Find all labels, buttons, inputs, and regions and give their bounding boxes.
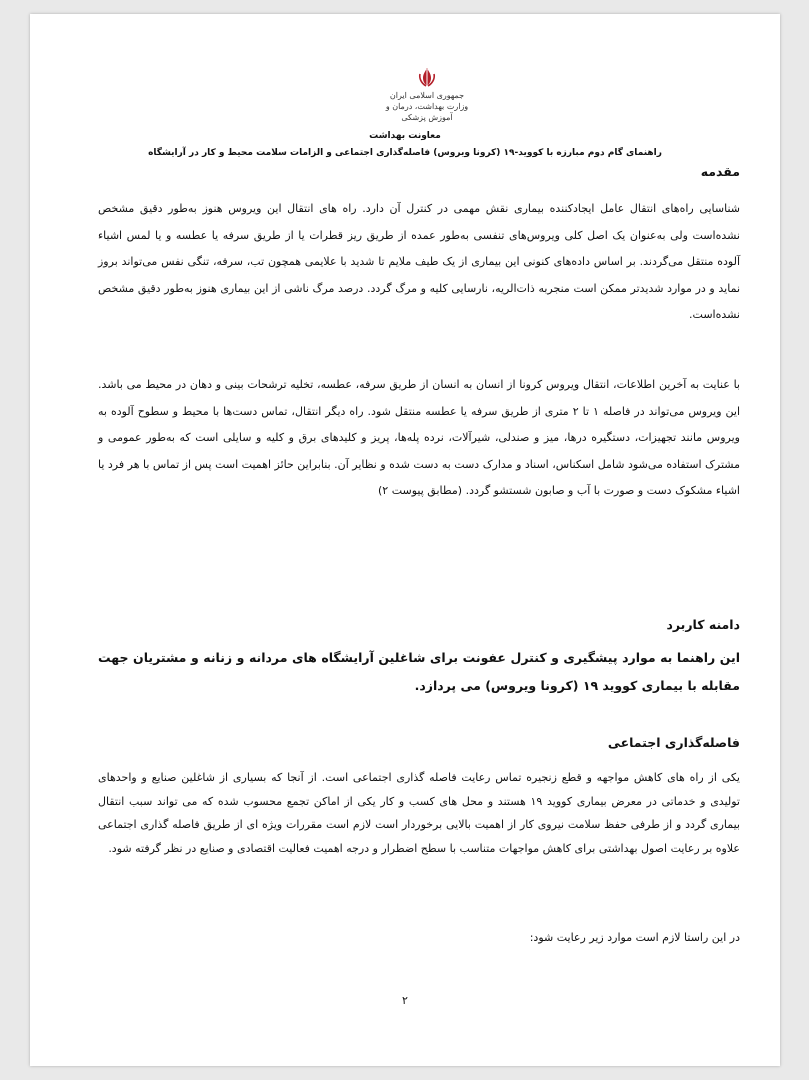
guide-title: راهنمای گام دوم مبارزه با کووید-۱۹ (کرونا ویروس) فاصله‌گذاری اجتماعی و الزامات سلامت محیط و کار در آرایشگاه	[148, 148, 662, 158]
document-page	[30, 14, 780, 1066]
intro-paragraph-2: با عنایت به آخرین اطلاعات، انتقال ویروس کرونا از انسان به انسان از طریق سرفه، عطسه، تخلیه ترشحات بینی و دهان در محیط می باشد. این ویروس می‌تواند در فاصله ۱ تا ۲ متری از طریق سرفه یا عطسه منتقل شود. راه دیگر انتقال، تماس دست‌ها با محیط و سطوح آلوده به ویروس مانند تجهیزات، دستگیره درها، میز و صندلی، شیرآلات، نرده پله‌ها، پریز و کلیدهای برق و کلیه و سایلی است که به‌طور عمومی و مشترک استفاده می‌شود شامل اسکناس، اسناد و مدارک دست به دست شده و نظایر آن. بنابراین حائز اهمیت است پس از تماس با هر فرد یا اشیاء مشکوک دست و صورت با آب و صابون شستشو گردد. (مطابق پیوست ۲)	[98, 378, 740, 497]
ministry-logo	[382, 66, 472, 128]
scope-heading: دامنه کاربرد	[666, 617, 740, 632]
ministry-name: جمهوری اسلامی ایران وزارت بهداشت، درمان و آموزش پزشکی	[385, 91, 469, 122]
intro-paragraph-1: شناسایی راه‌های انتقال عامل ایجادکننده بیماری نقش مهمی در کنترل آن دارد. راه های انتقال این ویروس هنوز به‌طور دقیق مشخص نشده‌است ولی به‌عنوان یک اصل کلی ویروس‌های تنفسی به‌طور عمده از طریق ریز قطرات یا از طریق سرفه یا عطسه و یا لمس اشیاء آلوده منتقل می‌گردند. بر اساس داده‌های کنونی این بیماری از یک طیف ملایم تا شدید با علایمی همچون تب، سرفه، تنگی نفس می‌تواند بروز نماید و در موارد شدیدتر ممکن است منجربه ذات‌الریه، نارسایی کلیه و مرگ گردد. درصد مرگ ناشی از این بیماری هنوز به‌طور دقیق مشخص نشده‌است.	[98, 202, 740, 321]
intro-heading: مقدمه	[700, 164, 740, 179]
scope-paragraph: این راهنما به موارد پیشگیری و کنترل عفونت برای شاغلین آرایشگاه های مردانه و زنانه و مشتریان جهت مقابله با بیماری کووید ۱۹ (کرونا ویروس) می پردازد.	[98, 650, 740, 693]
distancing-last-line: در این راستا لازم است موارد زیر رعایت شود:	[529, 931, 740, 944]
iran-emblem-icon	[416, 66, 438, 88]
page-number: ۲	[402, 994, 408, 1007]
deputy-title: معاونت بهداشت	[369, 131, 441, 141]
distancing-heading: فاصله‌گذاری اجتماعی	[607, 735, 740, 750]
distancing-paragraph: یکی از راه های کاهش مواجهه و قطع زنجیره تماس رعایت فاصله گذاری اجتماعی است. از آنجا که بسیاری از شاغلین صنایع و واحدهای تولیدی و خدماتی در معرض بیماری کووید ۱۹ هستند و محل های کسب و کار یکی از اماکن تجمع محسوب شده که می تواند سبب انتقال بیماری گردد و از طرفی حفظ سلامت نیروی کار از اهمیت بالایی برخوردار است لازم است مقررات ویژه ای از طریق فاصله گذاری اجتماعی علاوه بر رعایت اصول بهداشتی برای کاهش مواجهات متناسب با سطح اضطرار و درجه اهمیت فعالیت اقتصادی و صنایع در نظر گرفته شود.	[98, 771, 740, 855]
